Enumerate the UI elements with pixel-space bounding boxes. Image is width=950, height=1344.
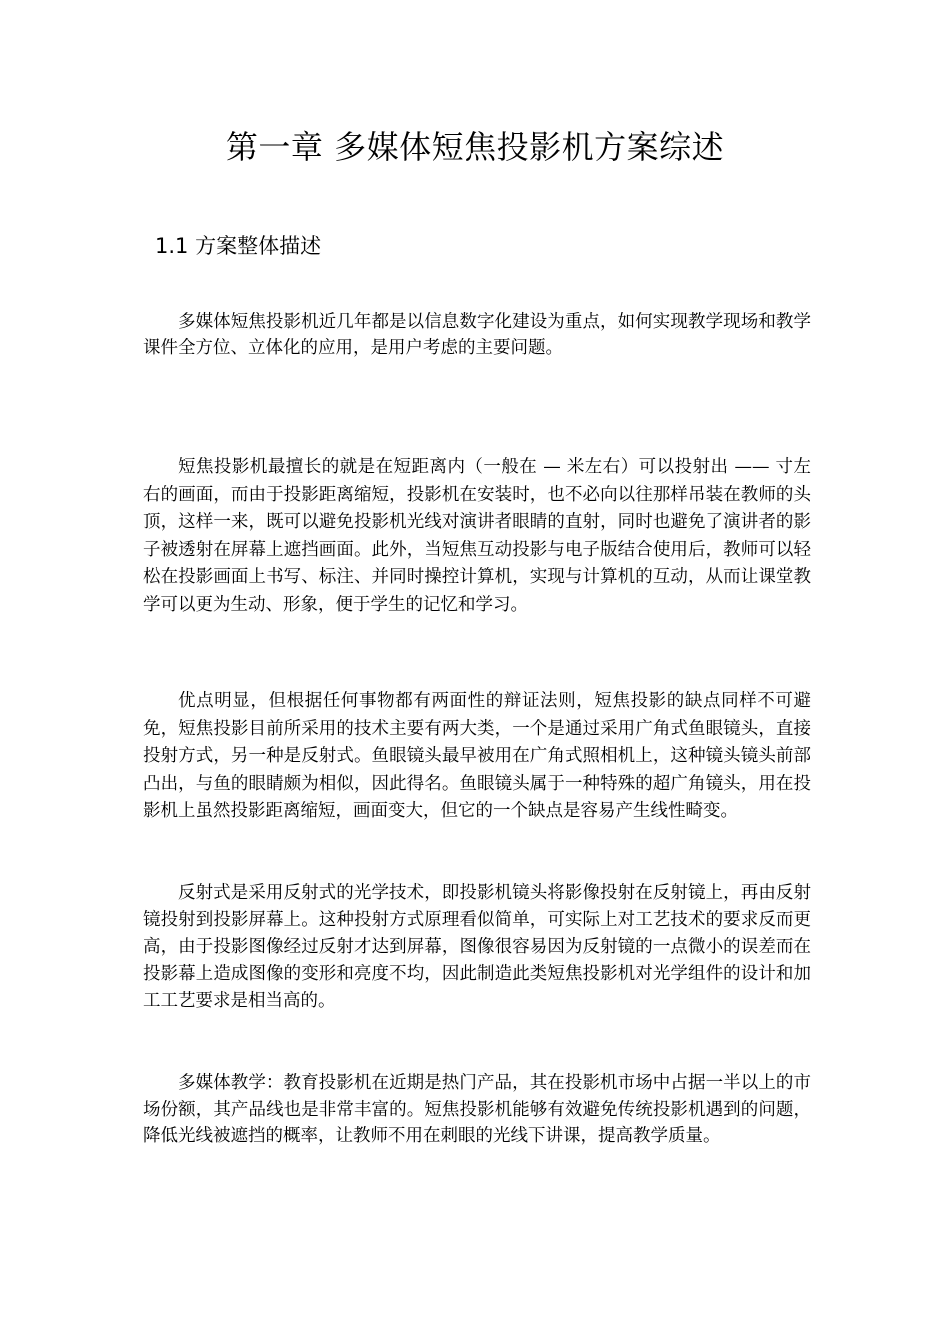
paragraph-multimedia-teaching: 多媒体教学：教育投影机在近期是热门产品，其在投影机市场中占据一半以上的市场份额，其产品线也是非常丰富的。短焦投影机能够有效避免传统投影机遇到的问题，降低光线被遮挡的概率，让教师不用在刺眼的光线下讲课，提高教学质量。 [143,1073,811,1146]
paragraph-short-throw-advantages: 短焦投影机最擅长的就是在短距离内（一般在 — 米左右）可以投射出 —— 寸左右的画面，而由于投影距离缩短，投影机在安装时，也不必向以往那样吊装在教师的头顶，这样一来，既可以避免投影机光线对演讲者眼睛的直射，同时也避免了演讲者的影子被透射在屏幕上遮挡画面。此外，当短焦互动投影与电子版结合使用后，教师可以轻松在投影画面上书写、标注、并同时操控计算机，实现与计算机的互动，从而让课堂教学可以更为生动、形象，便于学生的记忆和学习。 [143,457,811,615]
paragraph-intro: 多媒体短焦投影机近几年都是以信息数字化建设为重点，如何实现教学现场和教学课件全方位、立体化的应用，是用户考虑的主要问题。 [143,312,811,358]
paragraph-fisheye-lens: 优点明显，但根据任何事物都有两面性的辩证法则，短焦投影的缺点同样不可避免，短焦投影目前所采用的技术主要有两大类，一个是通过采用广角式鱼眼镜头，直接投射方式，另一种是反射式。鱼眼镜头最早被用在广角式照相机上，这种镜头镜头前部凸出，与鱼的眼睛颇为相似，因此得名。鱼眼镜头属于一种特殊的超广角镜头，用在投影机上虽然投影距离缩短，画面变大，但它的一个缺点是容易产生线性畸变。 [143,691,811,821]
section-title: 1.1 方案整体描述 [155,234,322,258]
paragraph-reflective: 反射式是采用反射式的光学技术，即投影机镜头将影像投射在反射镜上，再由反射镜投射到投影屏幕上。这种投射方式原理看似简单，可实际上对工艺技术的要求反而更高，由于投影图像经过反射才达到屏幕，图像很容易因为反射镜的一点微小的误差而在投影幕上造成图像的变形和亮度不均，因此制造此类短焦投影机对光学组件的设计和加工工艺要求是相当高的。 [143,883,811,1011]
chapter-title: 第一章 多媒体短焦投影机方案综述 [225,128,725,166]
